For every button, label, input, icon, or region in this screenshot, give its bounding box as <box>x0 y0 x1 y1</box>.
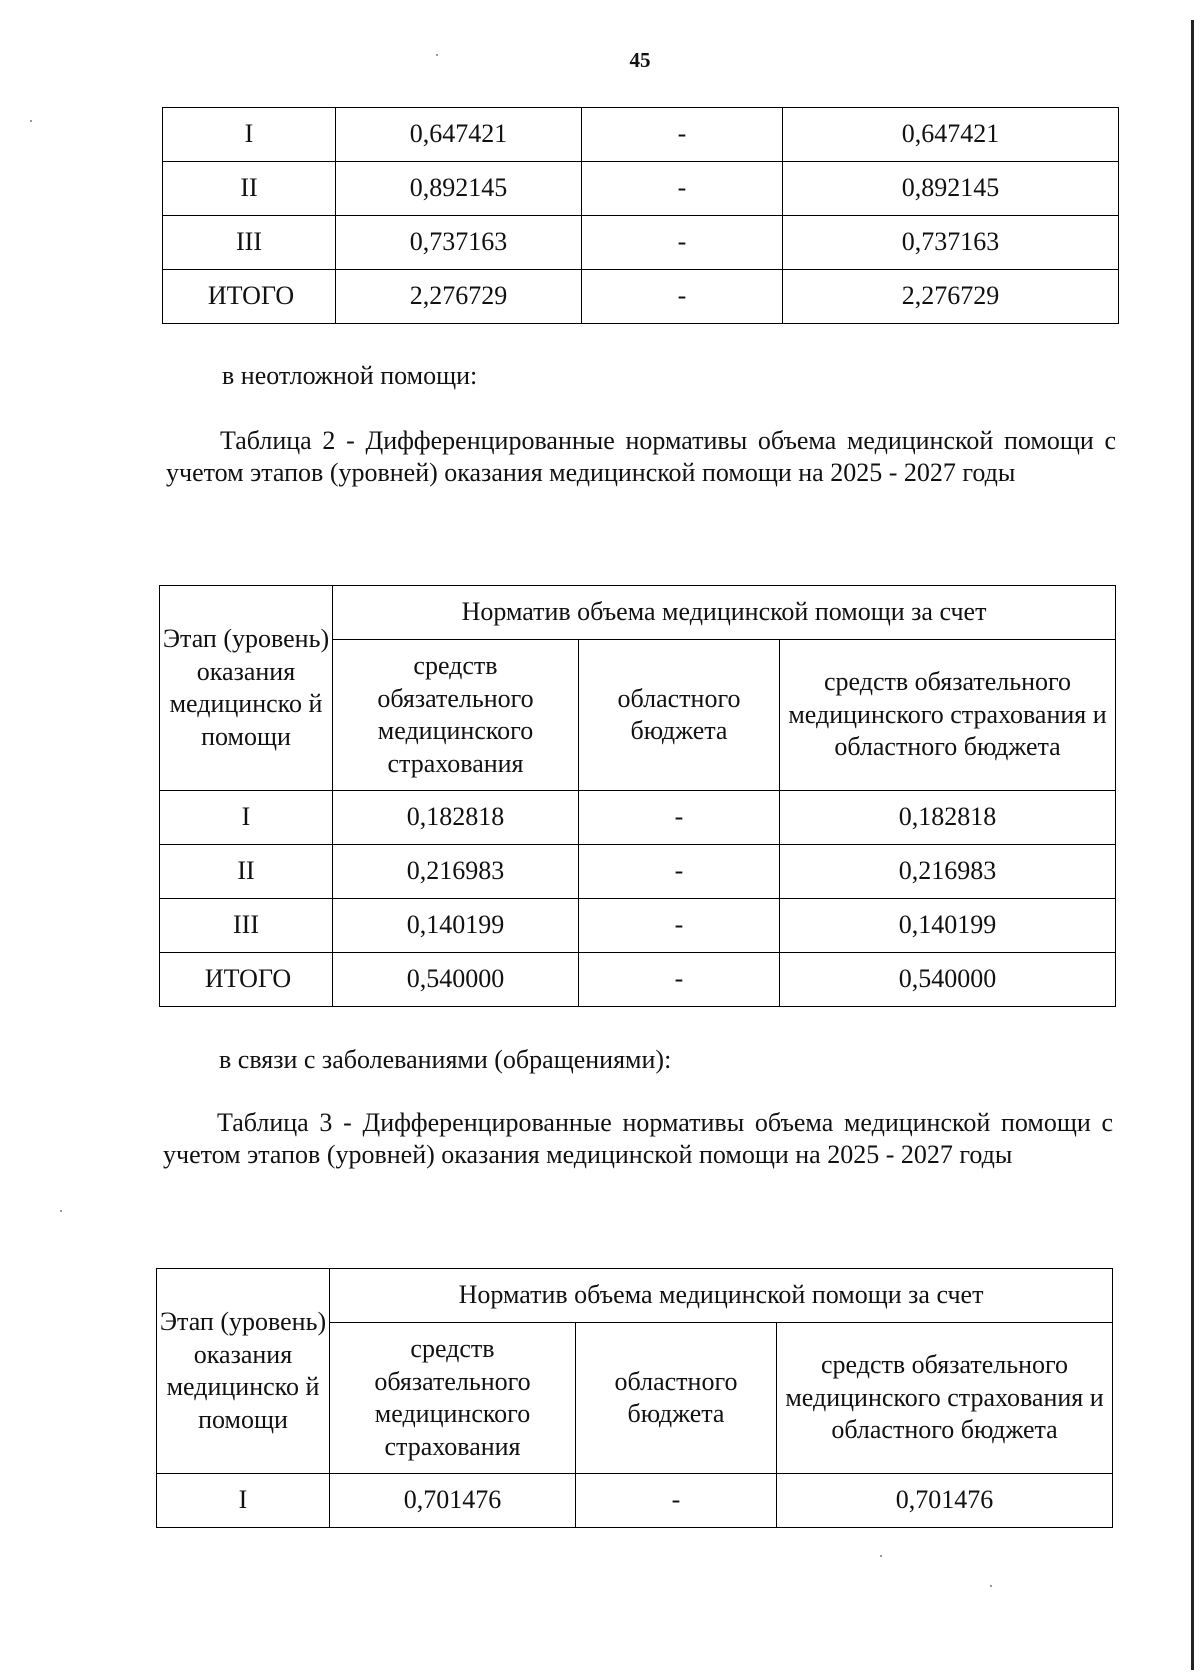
stage-cell: I <box>160 791 333 845</box>
regional-header: областного бюджета <box>579 640 780 791</box>
stage-cell: ИТОГО <box>163 270 336 324</box>
table-row <box>160 791 1116 845</box>
group-header: Норматив объема медицинской помощи за счет <box>333 586 1116 640</box>
table-2 <box>159 585 1116 1007</box>
stage-cell: II <box>163 162 336 216</box>
table-row <box>163 108 1119 162</box>
total-cell: 2,276729 <box>783 270 1119 324</box>
regional-cell: - <box>582 270 783 324</box>
oms-cell: 0,540000 <box>333 953 579 1007</box>
total-cell: 0,737163 <box>783 216 1119 270</box>
scan-speck <box>880 1555 882 1557</box>
table-row <box>163 162 1119 216</box>
regional-cell: - <box>582 162 783 216</box>
total-header: средств обязательного медицинского страхования и областного бюджета <box>777 1323 1113 1474</box>
total-cell: 0,182818 <box>780 791 1116 845</box>
oms-header: средств обязательного медицинского страхования <box>330 1323 576 1474</box>
regional-cell: - <box>579 791 780 845</box>
regional-header: областного бюджета <box>576 1323 777 1474</box>
table-2-caption: Таблица 2 - Дифференцированные нормативы объема медицинской помощи с учетом этапов (уровней) оказания медицинской помощи на 2025 - 2027 годы <box>166 426 1116 487</box>
stage-cell: I <box>163 108 336 162</box>
total-cell: 0,216983 <box>780 845 1116 899</box>
header-row <box>157 1269 1113 1323</box>
total-header: средств обязательного медицинского страхования и областного бюджета <box>780 640 1116 791</box>
scan-speck <box>436 54 438 56</box>
oms-cell: 0,737163 <box>336 216 582 270</box>
oms-header: средств обязательного медицинского страхования <box>333 640 579 791</box>
group-header: Норматив объема медицинской помощи за счет <box>330 1269 1113 1323</box>
table-row <box>163 216 1119 270</box>
table-row <box>160 845 1116 899</box>
stage-cell: III <box>160 899 333 953</box>
table-1 <box>162 107 1119 324</box>
table-row <box>160 899 1116 953</box>
oms-cell: 0,140199 <box>333 899 579 953</box>
total-cell: 0,647421 <box>783 108 1119 162</box>
oms-cell: 2,276729 <box>336 270 582 324</box>
stage-cell: II <box>160 845 333 899</box>
regional-cell: - <box>576 1474 777 1528</box>
regional-cell: - <box>579 953 780 1007</box>
stage-cell: ИТОГО <box>160 953 333 1007</box>
stage-header: Этап (уровень) оказания медицинско й помощи <box>157 1269 330 1474</box>
oms-cell: 0,647421 <box>336 108 582 162</box>
oms-cell: 0,182818 <box>333 791 579 845</box>
regional-cell: - <box>582 216 783 270</box>
total-cell: 0,140199 <box>780 899 1116 953</box>
scan-speck <box>60 1210 62 1212</box>
table-row <box>163 270 1119 324</box>
regional-cell: - <box>582 108 783 162</box>
oms-cell: 0,892145 <box>336 162 582 216</box>
total-cell: 0,701476 <box>777 1474 1113 1528</box>
section-2-intro: в неотложной помощи: <box>222 361 478 390</box>
stage-cell: I <box>157 1474 330 1528</box>
regional-cell: - <box>579 899 780 953</box>
scan-edge-line <box>1191 20 1194 1670</box>
table-row <box>157 1474 1113 1528</box>
table-3-caption: Таблица 3 - Дифференцированные нормативы объема медицинской помощи с учетом этапов (уровней) оказания медицинской помощи на 2025 - 2027 годы <box>163 1108 1113 1169</box>
total-cell: 0,540000 <box>780 953 1116 1007</box>
scan-speck <box>30 120 32 122</box>
stage-cell: III <box>163 216 336 270</box>
page-number: 45 <box>629 48 651 72</box>
table-3 <box>156 1268 1113 1528</box>
section-3-intro: в связи с заболеваниями (обращениями): <box>219 1045 672 1074</box>
stage-header: Этап (уровень) оказания медицинско й помощи <box>160 586 333 791</box>
scan-speck <box>990 1585 992 1587</box>
oms-cell: 0,701476 <box>330 1474 576 1528</box>
oms-cell: 0,216983 <box>333 845 579 899</box>
table-row <box>160 953 1116 1007</box>
regional-cell: - <box>579 845 780 899</box>
total-cell: 0,892145 <box>783 162 1119 216</box>
header-row <box>160 586 1116 640</box>
